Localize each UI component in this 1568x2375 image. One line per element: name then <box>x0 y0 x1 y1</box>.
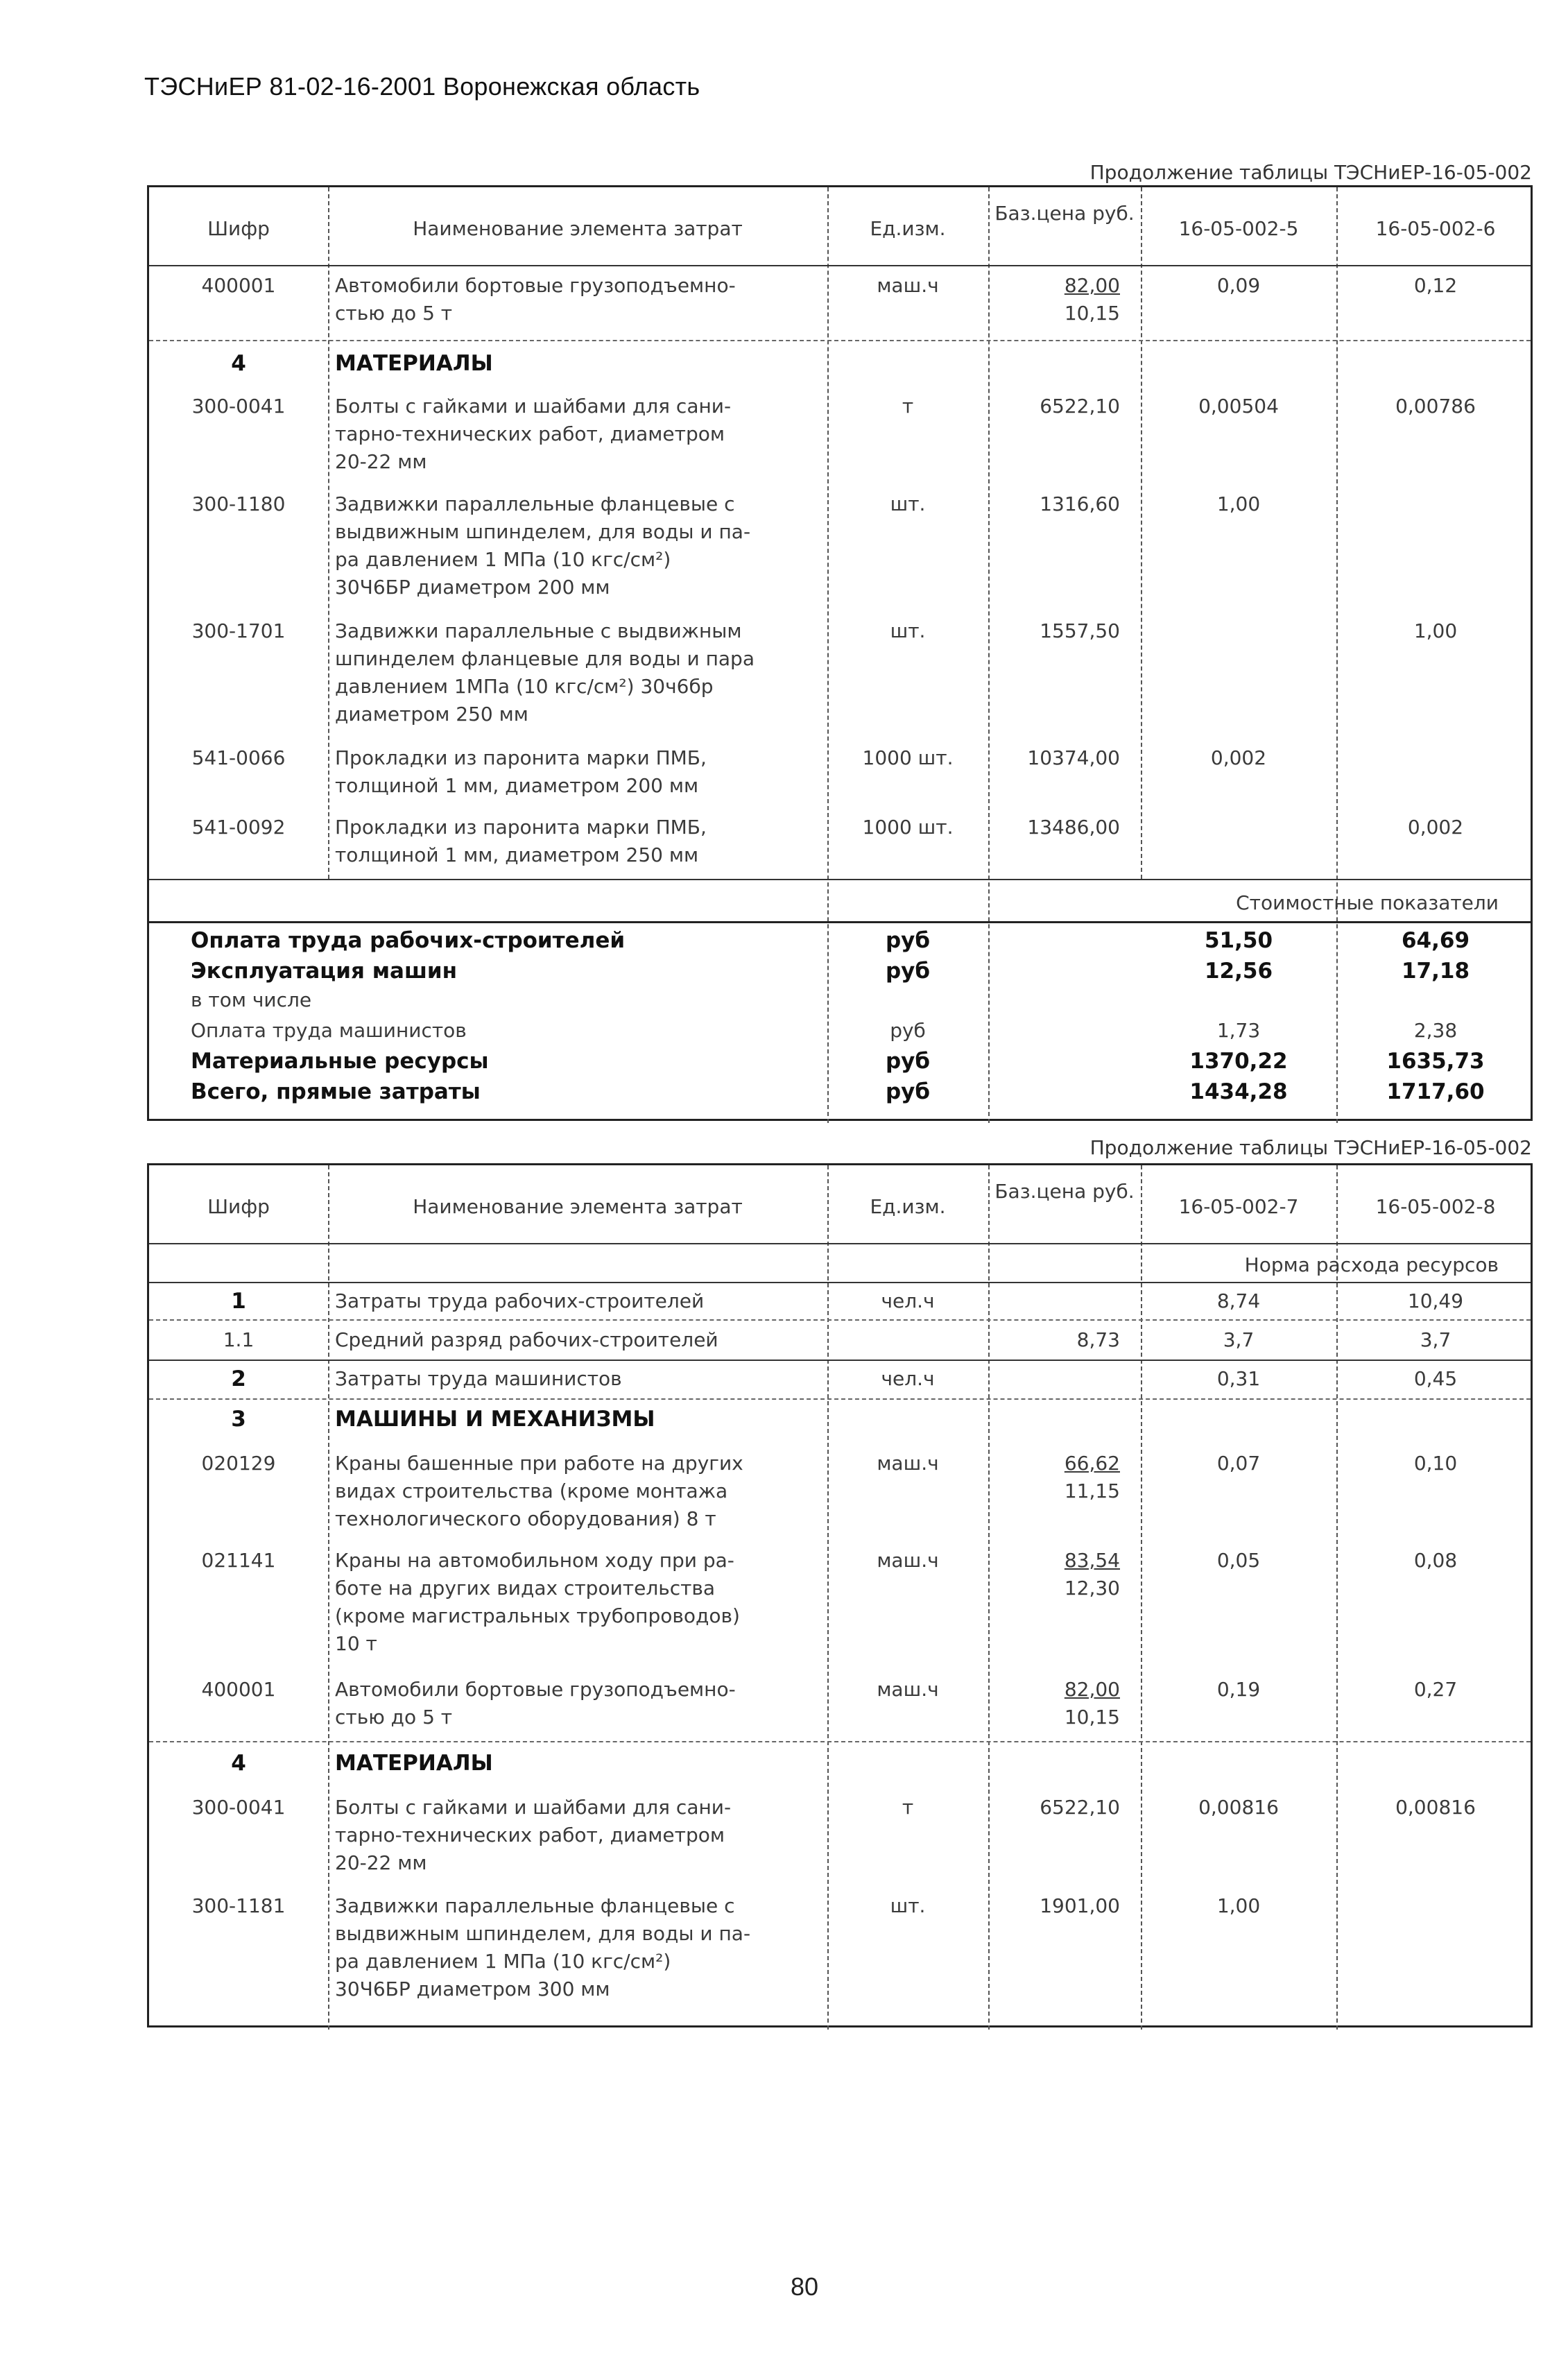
row-code: 300-0041 <box>191 395 286 418</box>
section-number: 4 <box>231 1751 246 1776</box>
summary-value-1: 1370,22 <box>1189 1049 1288 1074</box>
summary-value-2: 64,69 <box>1401 928 1470 953</box>
header-col-2: 16-05-002-6 <box>1375 217 1496 240</box>
row-code: 1.1 <box>223 1328 255 1351</box>
row-unit: т <box>902 395 914 418</box>
summary-value-1: 1,73 <box>1216 1019 1261 1042</box>
row-unit: шт. <box>890 619 926 642</box>
row-value-2: 1,00 <box>1413 619 1458 642</box>
header-unit: Ед.изм. <box>870 1195 946 1218</box>
row-code: 541-0092 <box>191 816 286 839</box>
row-value-2: 0,002 <box>1407 816 1464 839</box>
col-divider <box>328 187 329 879</box>
row-value-2: 10,49 <box>1407 1289 1464 1312</box>
row-divider <box>149 1319 1531 1321</box>
row-code: 400001 <box>201 274 276 297</box>
row-value-1: 0,31 <box>1216 1367 1261 1390</box>
row-name: Затраты труда машинистов <box>335 1367 622 1390</box>
row-code: 300-1701 <box>191 619 286 642</box>
row-unit: шт. <box>890 1894 926 1917</box>
summary-unit: руб <box>885 1079 931 1104</box>
summary-value-1: 51,50 <box>1204 928 1273 953</box>
row-unit: маш.ч <box>877 1452 939 1475</box>
header-col-1: 16-05-002-7 <box>1178 1195 1299 1218</box>
row-name: Прокладки из паронита марки ПМБ, толщиной 1 мм, диаметром 250 мм <box>335 816 707 866</box>
header-unit: Ед.изм. <box>870 217 946 240</box>
summary-name: Материальные ресурсы <box>191 1049 489 1074</box>
row-value-2: 0,10 <box>1413 1452 1458 1475</box>
col-divider <box>988 187 990 1123</box>
row-value-2: 3,7 <box>1420 1328 1451 1351</box>
row-value-1: 0,002 <box>1210 746 1267 769</box>
row-unit: чел.ч <box>881 1289 935 1312</box>
row-value-2: 0,00816 <box>1395 1796 1476 1819</box>
header-name: Наименование элемента затрат <box>413 1195 743 1218</box>
row-code: 541-0066 <box>191 746 286 769</box>
summary-unit: руб <box>890 1019 926 1042</box>
section-number: 3 <box>231 1407 246 1432</box>
row-value-1: 0,00504 <box>1198 395 1279 418</box>
summary-value-2: 1717,60 <box>1386 1079 1485 1104</box>
row-unit: т <box>902 1796 914 1819</box>
row-price: 82,00 10,15 <box>1064 1678 1120 1729</box>
row-name: Затраты труда рабочих-строителей <box>335 1289 705 1312</box>
row-code: 400001 <box>201 1678 276 1701</box>
header-col-1: 16-05-002-5 <box>1178 217 1299 240</box>
summary-value-2: 2,38 <box>1413 1019 1458 1042</box>
row-value-1: 0,00816 <box>1198 1796 1279 1819</box>
summary-unit: руб <box>885 1049 931 1074</box>
row-value-1: 0,19 <box>1216 1678 1261 1701</box>
row-divider <box>149 265 1531 266</box>
header-price: Баз.цена руб. <box>994 202 1135 225</box>
row-unit: 1000 шт. <box>862 746 954 769</box>
page-number: 80 <box>790 2272 819 2301</box>
row-value-1: 8,74 <box>1216 1289 1261 1312</box>
header-col-2: 16-05-002-8 <box>1375 1195 1496 1218</box>
summary-unit: руб <box>885 959 931 984</box>
summary-name: Всего, прямые затраты <box>191 1079 481 1104</box>
row-divider <box>149 879 1531 880</box>
section-title: МАТЕРИАЛЫ <box>335 1751 493 1776</box>
row-code: 021141 <box>201 1549 276 1572</box>
row-name: Болты с гайками и шайбами для сани- тарно-технических работ, диаметром 20-22 мм <box>335 395 732 473</box>
row-name: Краны башенные при работе на других видах строительства (кроме монтажа технологического оборудования) 8 т <box>335 1452 743 1530</box>
row-price: 1901,00 <box>1040 1894 1120 1917</box>
row-name: Автомобили бортовые грузоподъемно- стью до 5 т <box>335 274 736 325</box>
summary-name: Оплата труда машинистов <box>191 1019 467 1042</box>
row-unit: 1000 шт. <box>862 816 954 839</box>
row-price: 8,73 <box>1076 1328 1120 1351</box>
summary-name: Оплата труда рабочих-строителей <box>191 928 626 953</box>
row-value-1: 1,00 <box>1216 492 1261 515</box>
row-code: 1 <box>231 1289 246 1314</box>
row-name: Задвижки параллельные фланцевые с выдвижным шпинделем, для воды и па- ра давлением 1 МПа (10 кгс/см²) 30Ч6БР диаметром 200 мм <box>335 492 751 599</box>
summary-value-1: 1434,28 <box>1189 1079 1288 1104</box>
row-price: 6522,10 <box>1040 1796 1120 1819</box>
summary-name: Эксплуатация машин <box>191 959 458 984</box>
row-unit: маш.ч <box>877 274 939 297</box>
table2 <box>147 1163 1533 2027</box>
document-title: ТЭСНиЕР 81-02-16-2001 Воронежская область <box>144 72 700 101</box>
row-value-2: 0,45 <box>1413 1367 1458 1390</box>
row-unit: чел.ч <box>881 1367 935 1390</box>
row-divider <box>149 1398 1531 1400</box>
row-code: 2 <box>231 1366 246 1391</box>
header-price: Баз.цена руб. <box>994 1180 1135 1203</box>
section-title: МАШИНЫ И МЕХАНИЗМЫ <box>335 1407 655 1432</box>
row-price: 66,62 11,15 <box>1064 1452 1120 1502</box>
row-value-2: 0,00786 <box>1395 395 1476 418</box>
table1-continuation-label: Продолжение таблицы ТЭСНиЕР-16-05-002 <box>1089 161 1532 184</box>
row-divider <box>149 1282 1531 1283</box>
row-unit: маш.ч <box>877 1678 939 1701</box>
header-name: Наименование элемента затрат <box>413 217 743 240</box>
row-price: 6522,10 <box>1040 395 1120 418</box>
row-unit: шт. <box>890 492 926 515</box>
row-price: 83,54 12,30 <box>1064 1549 1120 1600</box>
row-value-1: 0,09 <box>1216 274 1261 297</box>
row-value-2: 0,08 <box>1413 1549 1458 1572</box>
row-name: Болты с гайками и шайбами для сани- тарно-технических работ, диаметром 20-22 мм <box>335 1796 732 1874</box>
row-name: Задвижки параллельные фланцевые с выдвижным шпинделем, для воды и па- ра давлением 1 МПа (10 кгс/см²) 30Ч6БР диаметром 300 мм <box>335 1894 751 2000</box>
row-code: 300-1181 <box>191 1894 286 1917</box>
row-value-1: 1,00 <box>1216 1894 1261 1917</box>
row-value-1: 0,07 <box>1216 1452 1261 1475</box>
summary-unit: руб <box>885 928 931 953</box>
row-price: 10374,00 <box>1027 746 1120 769</box>
row-value-1: 3,7 <box>1223 1328 1255 1351</box>
row-price: 13486,00 <box>1027 816 1120 839</box>
table2-continuation-label: Продолжение таблицы ТЭСНиЕР-16-05-002 <box>1089 1136 1532 1159</box>
row-name: Прокладки из паронита марки ПМБ, толщиной 1 мм, диаметром 200 мм <box>335 746 707 797</box>
row-divider <box>149 340 1531 341</box>
row-name: Краны на автомобильном ходу при ра- боте на других видах строительства (кроме магистральных трубопроводов) 10 т <box>335 1549 740 1655</box>
row-price: 1557,50 <box>1040 619 1120 642</box>
summary-name: в том числе <box>191 988 312 1011</box>
row-value-2: 0,27 <box>1413 1678 1458 1701</box>
row-value-2: 0,12 <box>1413 274 1458 297</box>
row-code: 300-0041 <box>191 1796 286 1819</box>
section-number: 4 <box>231 351 246 376</box>
row-name: Автомобили бортовые грузоподъемно- стью до 5 т <box>335 1678 736 1729</box>
section-label: Стоимостные показатели <box>1236 891 1499 914</box>
row-name: Задвижки параллельные с выдвижным шпинделем фланцевые для воды и пара давлением 1МПа (10 кгс/см²) 30ч6бр диаметром 250 мм <box>335 619 755 726</box>
row-divider <box>149 1243 1531 1244</box>
section-title: МАТЕРИАЛЫ <box>335 351 493 376</box>
row-price: 1316,60 <box>1040 492 1120 515</box>
row-code: 300-1180 <box>191 492 286 515</box>
summary-value-2: 1635,73 <box>1386 1049 1485 1074</box>
col-divider <box>328 1165 329 2030</box>
row-price: 82,00 10,15 <box>1064 274 1120 325</box>
row-code: 020129 <box>201 1452 276 1475</box>
row-divider <box>149 1741 1531 1742</box>
row-divider <box>149 921 1531 923</box>
header-code: Шифр <box>207 217 270 240</box>
row-value-1: 0,05 <box>1216 1549 1261 1572</box>
row-divider <box>149 1360 1531 1361</box>
section-label: Норма расхода ресурсов <box>1244 1253 1499 1276</box>
header-code: Шифр <box>207 1195 270 1218</box>
table1 <box>147 185 1533 1121</box>
row-unit: маш.ч <box>877 1549 939 1572</box>
summary-value-2: 17,18 <box>1401 959 1470 984</box>
row-name: Средний разряд рабочих-строителей <box>335 1328 718 1351</box>
summary-value-1: 12,56 <box>1204 959 1273 984</box>
